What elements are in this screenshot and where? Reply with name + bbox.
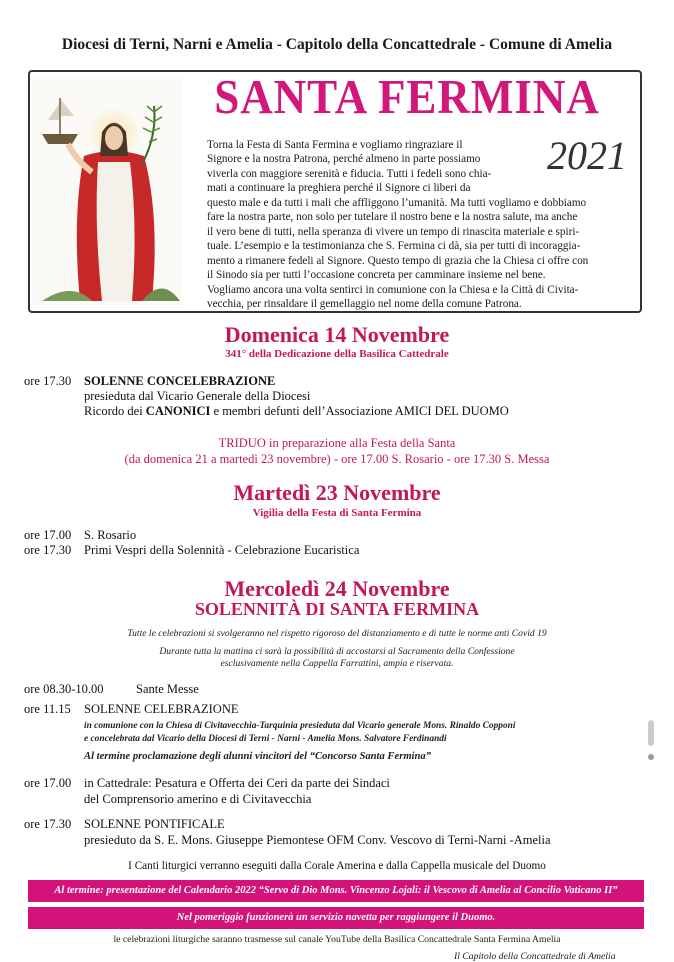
event-title: SOLENNE PONTIFICALE [84,817,225,831]
wednesday-title: Mercoledì 24 Novembre [224,576,450,601]
intro-line: questo male e da tutti i mali che affliggono l’umanità. Ma tutti vogliamo e dobbiamo [207,196,587,209]
intro-line: il Sinodo sia per tutti l’occasione concreta per camminare insieme nel bene. [207,269,546,282]
celebration-note-2: e concelebrata dal Vicario della Diocesi di Terni - Narni - Amelia Mons. Salvatore Ferdinandi [84,734,447,744]
scrollbar-thumb[interactable] [648,720,654,746]
sunday-subtitle: 341° della Dedicazione della Basilica Cattedrale [225,348,449,360]
intro-line: Torna la Festa di Santa Fermina e vogliamo ringraziare il [207,139,463,151]
candles-detail: del Comprensorio amerino e di Civitavecchia [84,792,312,806]
sunday-event-row [24,374,275,390]
intro-line: fare la nostra parte, non solo per tutelare il nostro bene e la nostra salute, ma anche [207,211,578,224]
saint-fermina-illustration [32,76,182,308]
intro-line: mati a continuare la preghiera perché il Signore ci liberi da [207,182,471,195]
poster-title: SANTA FERMINA [214,69,600,124]
sunday-memorial [84,404,509,420]
intro-line: Vogliamo ancora una volta sentirci in comunione con la Chiesa e la Città di Civita- [207,283,579,296]
event-time: ore 17.30 [24,817,72,831]
tuesday-title: Martedì 23 Novembre [233,480,441,505]
event-time: ore 08.30-10.00 [24,682,104,696]
intro-text [207,138,632,311]
event-title: SOLENNE CONCELEBRAZIONE [84,374,276,388]
event-time: ore 17.30 [24,374,72,388]
intro-line: vecchia, per rinsaldare il gemellaggio nel nome della comune Patrona. [207,297,522,310]
canti-note: I Canti liturgici verranno eseguiti dalla Corale Amerina e dalla Cappella musicale del Duomo [128,860,546,872]
event-title: Sante Messe [136,682,199,696]
signature: Il Capitolo della Concattedrale di Amelia [454,951,616,962]
streaming-note: le celebrazioni liturgiche saranno trasmesse sul canale YouTube della Basilica Concattedrale Santa Fermina Amelia [113,934,561,945]
wednesday-row-1 [24,682,199,698]
covid-note: Tutte le celebrazioni si svolgeranno nel rispetto rigoroso del distanziamento e di tutte le norme anti Covid 19 [127,628,547,639]
event-time: ore 17.30 [24,543,72,557]
event-title: S. Rosario [84,528,137,542]
sunday-presider: presieduta dal Vicario Generale della Diocesi [84,389,311,403]
event-title: Primi Vespri della Solennità - Celebrazione Eucaristica [84,543,360,557]
header-dioceses: Diocesi di Terni, Narni e Amelia - Capitolo della Concattedrale - Comune di Amelia [61,36,613,53]
confession-note-2: esclusivamente nella Cappella Farrattini, ampia e riservata. [220,658,454,669]
tuesday-row-1 [24,528,136,544]
pontifical-presider: presieduto da S. E. Mons. Giuseppe Piemontese OFM Conv. Vescovo di Terni-Narni -Amelia [84,833,551,847]
event-title: SOLENNE CELEBRAZIONE [84,702,239,716]
event-time: ore 17.00 [24,776,72,790]
intro-line: il vero bene di tutti, nella speranza di vivere un tempo di rinascita materiale e spiri- [207,225,580,238]
shuttle-banner: Nel pomeriggio funzionerà un servizio navetta per raggiungere il Duomo. [28,907,644,929]
memorial-text: Ricordo dei [84,404,146,418]
poster-year: 2021 [547,133,627,178]
intro-line: viverla con maggiore serenità e fiducia. Tutti i fedeli sono chia- [207,167,492,180]
wednesday-subtitle: SOLENNITÀ DI SANTA FERMINA [194,599,480,619]
wednesday-row-3 [24,776,390,792]
event-time: ore 17.00 [24,528,72,542]
triduo-title: TRIDUO in preparazione alla Festa della Santa [218,436,456,450]
wednesday-row-2 [24,702,239,718]
wednesday-row-4 [24,817,225,833]
celebration-note-1: in comunione con la Chiesa di Civitavecchia-Tarquinia presieduta dal Vicario generale Mons. Rinaldo Copponi [84,721,516,731]
memorial-text-2: e membri defunti dell’Associazione AMICI DEL DUOMO [210,404,509,418]
intro-line: mento a rimanere fedeli al Signore. Questo tempo di grazia che la Chiesa ci offre con [207,254,589,267]
tuesday-subtitle: Vigilia della Festa di Santa Fermina [252,507,422,519]
tuesday-row-2 [24,543,359,559]
triduo-dates: (da domenica 21 a martedì 23 novembre) - ore 17.00 S. Rosario - ore 17.30 S. Messa [124,452,550,466]
sunday-title: Domenica 14 Novembre [224,322,450,347]
contest-note: Al termine proclamazione degli alunni vincitori del “Concorso Santa Fermina” [84,751,431,762]
memorial-canonici: CANONICI [145,404,211,418]
calendar-banner: Al termine: presentazione del Calendario 2022 “Servo di Dio Mons. Vincenzo Lojali: il Vescovo di Amelia al Concilio Vaticano II” [28,880,644,902]
event-time: ore 11.15 [24,702,71,716]
scrollbar-dot[interactable] [648,754,654,760]
intro-line: Signore e la nostra Patrona, perché almeno in parte possiamo [207,153,481,166]
confession-note: Durante tutta la mattina ci sarà la possibilità di accostarsi al Sacramento della Confessione [159,646,515,657]
event-title: in Cattedrale: Pesatura e Offerta dei Ceri da parte dei Sindaci [84,776,390,790]
intro-line: tuale. L’esempio e la testimonianza che S. Fermina ci dà, sia per tutti di incoraggia- [207,240,581,253]
